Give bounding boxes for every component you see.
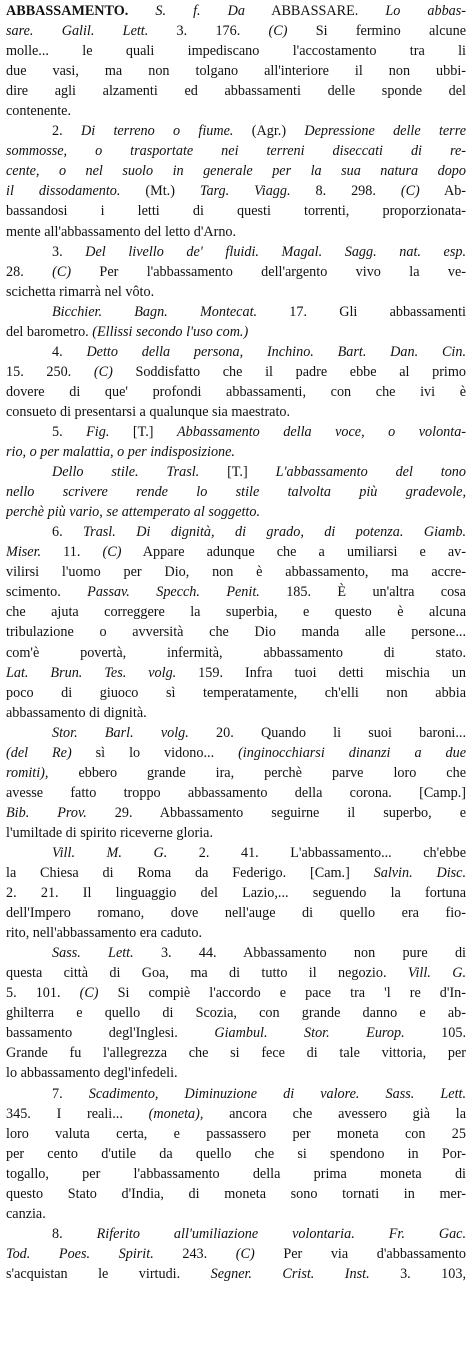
text-run: scichetta rimarrà nel vôto. — [6, 283, 155, 300]
text-line — [6, 322, 466, 342]
text-line — [6, 1003, 466, 1023]
text-run: 2. — [52, 123, 81, 140]
text-run: 185. È un'altra cosa — [259, 584, 466, 601]
text-run: questo Stato d'India, di moneta sono tornati in mer- — [6, 1185, 466, 1202]
text-line — [6, 843, 466, 863]
text-line — [6, 502, 466, 522]
text-run: [T.] — [199, 464, 276, 481]
text-line — [6, 61, 466, 81]
text-run — [128, 3, 155, 19]
text-run: Si fermino alcune — [287, 23, 466, 40]
italic-run: (Ellissi secondo l'uso com.) — [92, 323, 249, 340]
text-line — [6, 21, 466, 41]
text-run: 3. 103, — [369, 1265, 466, 1282]
text-line — [6, 101, 466, 121]
text-run: 11. — [41, 544, 103, 561]
text-run: 2. 21. Il linguaggio del Lazio,... seguendo la fortuna — [6, 885, 466, 902]
italic-run: Del livello de' fluidi. Magal. Sagg. nat. esp. — [85, 243, 466, 260]
text-run: vilirsi l'uomo per Dio, non è abbassamento, ma accre- — [6, 564, 466, 581]
text-run: 105. — [404, 1025, 466, 1042]
text-line — [6, 262, 466, 282]
text-run: [T.] — [109, 423, 177, 440]
text-line — [6, 763, 466, 783]
text-run: 20. Quando li suoi baroni... — [188, 724, 466, 741]
italic-run: Salvin. Disc. — [373, 865, 466, 882]
text-run: Ab- — [419, 183, 466, 200]
text-line — [6, 783, 466, 803]
text-line — [6, 1244, 466, 1264]
text-line — [6, 663, 466, 683]
text-run: mente all'abbassamento del letto d'Arno. — [6, 223, 237, 240]
italic-run: Scadimento, Diminuzione di valore. Sass. Lett. — [88, 1085, 466, 1102]
italic-run: Vill. G. — [407, 965, 466, 982]
italic-run: nello scrivere rende lo stile talvolta più gradevole, — [6, 484, 466, 501]
text-run: 15. 250. — [6, 363, 94, 380]
text-run: Appare adunque che a umiliarsi e av- — [121, 544, 466, 561]
text-run: (Mt.) — [120, 183, 200, 200]
italic-run: Dello stile. Trasl. — [52, 464, 200, 481]
italic-run: sommosse, o trasportate nei terreni diseccati di re- — [6, 143, 466, 160]
text-run: due vasi, ma non tolgano all'interiore il non ubbi- — [6, 63, 466, 80]
text-run: abbassamento di dignità. — [6, 704, 147, 721]
text-run: che ajuta correggere la superbia, e questo è alcuna — [6, 604, 466, 621]
italic-run: Bicchier. Bagn. Montecat. — [52, 303, 258, 320]
text-line — [6, 181, 466, 201]
text-line — [6, 402, 466, 422]
italic-run: Sass. Lett. — [52, 945, 134, 962]
text-line — [6, 803, 466, 823]
italic-run: (C) — [52, 263, 72, 280]
italic-run: rio, o per malattia, o per indisposizione. — [6, 444, 235, 461]
italic-run: Lat. Brun. Tes. volg. — [6, 664, 177, 681]
text-line — [6, 382, 466, 402]
text-line — [6, 282, 466, 302]
text-line — [6, 863, 466, 883]
text-line — [6, 242, 466, 262]
text-run: loro valuta certa, e passassero per moneta con 25 — [6, 1125, 466, 1142]
text-line — [6, 422, 466, 442]
text-line — [6, 1164, 466, 1184]
text-run: bassamento degl'Inglesi. — [6, 1025, 215, 1042]
text-line — [6, 963, 466, 983]
text-run: Si compiè l'accordo e pace tra 'l re d'In- — [98, 985, 466, 1002]
text-run: Soddisfatto che il padre ebbe al primo — [112, 363, 466, 380]
italic-run: sare. Galil. Lett. — [6, 23, 149, 40]
text-line — [6, 1204, 466, 1224]
text-run: Per via d'abbassamento — [254, 1245, 466, 1262]
text-run: bassandosi i letti di questi torrenti, proporzionata- — [6, 203, 466, 220]
text-line — [6, 141, 466, 161]
text-run: 243. — [153, 1245, 236, 1262]
text-line — [6, 222, 466, 242]
text-run: com'è povertà, infermità, abbassamento di stato. — [6, 644, 466, 661]
italic-run: Abbassamento della voce, o volonta- — [177, 423, 466, 440]
text-run: 17. Gli abbassamenti — [257, 303, 466, 320]
text-run: (Agr.) — [233, 123, 305, 140]
text-line — [6, 522, 466, 542]
text-run: canzia. — [6, 1205, 46, 1222]
text-run: per cento d'utile da quello che si spendono in Por- — [6, 1145, 466, 1162]
text-run: s'acquistan le virtudi. — [6, 1265, 211, 1282]
italic-run: il dissodamento. — [6, 183, 121, 200]
headword: ABBASSAMENTO. — [6, 3, 129, 19]
text-run: 4. — [52, 343, 87, 360]
italic-run: Tod. Poes. Spirit. — [6, 1245, 154, 1262]
text-line — [6, 1144, 466, 1164]
text-line — [6, 462, 466, 482]
italic-run: (del Re) — [6, 744, 72, 761]
text-line — [6, 723, 466, 743]
italic-run: perchè più vario, se attemperato al soggetto. — [6, 504, 261, 521]
text-run: dovere di que' profondi abbassamenti, con che ivi è — [6, 383, 466, 400]
text-run: sì lo vidono... — [71, 744, 239, 761]
text-run: tribulazione o avversità che Dio manda alle persone... — [6, 624, 466, 641]
text-run: Per l'abbassamento dell'argento vivo la ve- — [71, 263, 466, 280]
text-line — [6, 201, 466, 221]
text-run: Grande fu l'allegrezza che si fece di tale vittoria, per — [6, 1045, 466, 1062]
text-line — [6, 161, 466, 181]
italic-run: Riferito all'umiliazione volontaria. Fr. Gac. — [96, 1225, 466, 1242]
text-run: la Chiesa di Roma da Federigo. [Cam.] — [6, 865, 374, 882]
text-line — [6, 1104, 466, 1124]
italic-run: (inginocchiarsi dinanzi a due — [238, 744, 466, 761]
text-line — [6, 582, 466, 602]
text-run: 3. 176. — [148, 23, 269, 40]
text-line — [6, 1023, 466, 1043]
text-line — [6, 923, 466, 943]
text-line — [6, 703, 466, 723]
text-line — [6, 643, 466, 663]
text-run: 5. 101. — [6, 985, 80, 1002]
italic-run: (C) — [268, 23, 288, 40]
italic-run: Vill. M. G. — [52, 844, 168, 861]
text-line — [6, 602, 466, 622]
text-line — [6, 342, 466, 362]
text-run: lo abbassamento degl'infedeli. — [6, 1065, 178, 1082]
text-run: ABBASSARE. — [244, 3, 386, 19]
italic-run: Segner. Crist. Inst. — [210, 1265, 370, 1282]
italic-run: (C) — [93, 363, 113, 380]
text-line — [6, 542, 466, 562]
text-run: contenente. — [6, 103, 71, 120]
text-run: dell'Impero romano, dove nell'auge di quello era fio- — [6, 905, 466, 922]
text-run: togallo, per l'abbassamento della prima moneta di — [6, 1165, 466, 1182]
text-run: ebbero grande ira, perchè parve loro che — [48, 764, 466, 781]
text-run: 6. — [52, 524, 84, 541]
italic-run: Fig. — [86, 423, 110, 440]
italic-run: Di terreno o fiume. — [80, 123, 234, 140]
text-run: 28. — [6, 263, 53, 280]
text-line — [6, 1124, 466, 1144]
text-line — [6, 1, 466, 21]
italic-run: Giambul. Stor. Europ. — [214, 1025, 405, 1042]
italic-run: romiti), — [6, 764, 49, 781]
text-run: ancora che avessero già la — [203, 1105, 466, 1122]
text-line — [6, 482, 466, 502]
italic-run: Miser. — [6, 544, 42, 561]
italic-run: (C) — [235, 1245, 255, 1262]
text-line — [6, 442, 466, 462]
text-line — [6, 683, 466, 703]
italic-run: S. f. Da — [155, 3, 245, 19]
text-run: questa città di Goa, ma di tutto il negozio. — [6, 965, 408, 982]
text-line — [6, 1043, 466, 1063]
italic-run: Targ. Viagg. — [199, 183, 291, 200]
text-run: poco di giuoco sì temperatamente, ch'elli non abbia — [6, 684, 466, 701]
italic-run: cente, o nel suolo in generale per la sua natura dopo — [6, 163, 466, 180]
text-run: scimento. — [6, 584, 88, 601]
text-run: 3. 44. Abbassamento non pure di — [133, 945, 466, 962]
italic-run: Detto della persona, Inchino. Bart. Dan. Cin. — [86, 343, 466, 360]
text-run: l'umiltade di spirito riceverne gloria. — [6, 824, 214, 841]
italic-run: Trasl. Di dignità, di grado, di potenza. Giamb. — [83, 524, 466, 541]
text-run: 7. — [52, 1085, 89, 1102]
text-line — [6, 943, 466, 963]
text-line — [6, 1063, 466, 1083]
text-line — [6, 121, 466, 141]
text-line — [6, 1264, 466, 1284]
entry-abbassamento — [6, 1, 466, 1284]
text-line — [6, 983, 466, 1003]
italic-run: (moneta), — [148, 1105, 204, 1122]
text-run: 29. Abbassamento seguirne il superbo, e — [86, 804, 466, 821]
text-run: rito, nell'abbassamento era caduto. — [6, 925, 202, 942]
text-run: 8. — [52, 1225, 97, 1242]
text-run: del barometro. — [6, 323, 93, 340]
text-run: 8. 298. — [290, 183, 401, 200]
italic-run: Passav. Specch. Penit. — [87, 584, 260, 601]
text-line — [6, 362, 466, 382]
text-run: molle... le quali impediscano l'accostamento tra li — [6, 43, 466, 60]
text-run: 3. — [52, 243, 86, 260]
text-line — [6, 1224, 466, 1244]
italic-run: (C) — [400, 183, 420, 200]
italic-run: Lo abbas- — [385, 3, 466, 19]
text-run: avesse fatto troppo abbassamento della corona. [Camp.] — [6, 784, 466, 801]
text-run: 345. I reali... — [6, 1105, 149, 1122]
text-line — [6, 81, 466, 101]
italic-run: Stor. Barl. volg. — [52, 724, 189, 741]
text-line — [6, 41, 466, 61]
text-run: dire agli alzamenti ed abbassamenti delle sponde del — [6, 83, 466, 100]
text-run: 2. 41. L'abbassamento... ch'ebbe — [167, 844, 466, 861]
text-line — [6, 743, 466, 763]
text-run: consueto di presentarsi a qualunque sia maestrato. — [6, 403, 291, 420]
text-line — [6, 883, 466, 903]
italic-run: L'abbassamento del tono — [275, 464, 466, 481]
text-line — [6, 1184, 466, 1204]
text-line — [6, 302, 466, 322]
italic-run: (C) — [102, 544, 122, 561]
italic-run: Bib. Prov. — [6, 804, 87, 821]
text-line — [6, 562, 466, 582]
italic-run: (C) — [79, 985, 99, 1002]
text-run: ghilterra e quello di Scozia, con grande danno e ab- — [6, 1005, 466, 1022]
italic-run: Depressione delle terre — [304, 123, 466, 140]
text-line — [6, 622, 466, 642]
text-line — [6, 1084, 466, 1104]
text-line — [6, 903, 466, 923]
text-line — [6, 823, 466, 843]
text-run: 159. Infra tuoi detti mischia un — [176, 664, 466, 681]
text-run: 5. — [52, 423, 87, 440]
